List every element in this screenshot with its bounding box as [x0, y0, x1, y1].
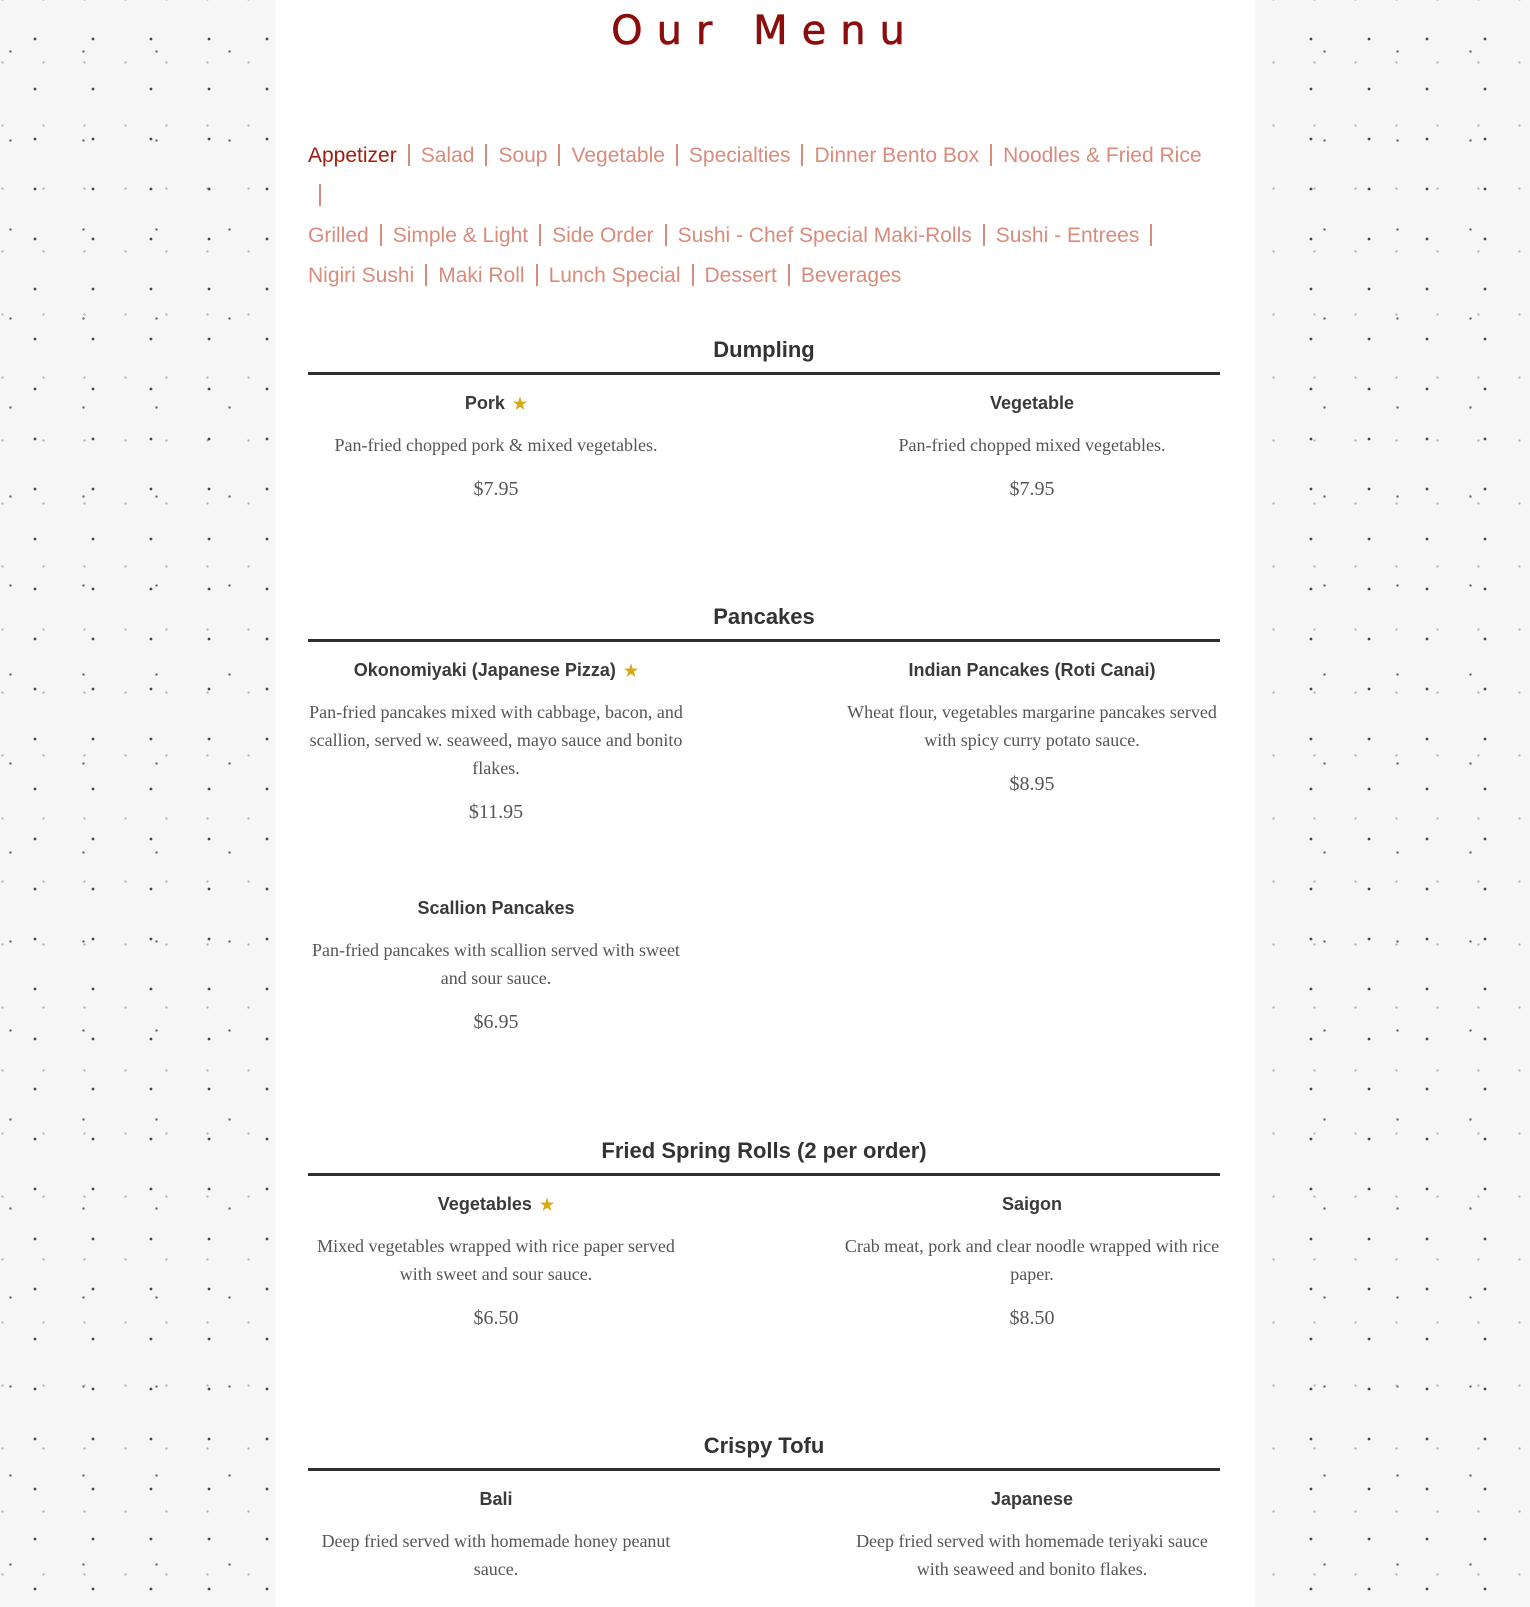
menu-item — [844, 391, 1220, 503]
category-separator — [380, 224, 382, 246]
category-simple-light[interactable]: Simple & Light — [392, 224, 529, 247]
star-icon: ★ — [539, 1197, 555, 1214]
item-description: Pan-fried chopped mixed vegetables. — [898, 435, 1166, 455]
item-price: $6.95 — [473, 1011, 519, 1033]
item-name: Saigon — [1001, 1194, 1062, 1214]
item-name: Pork — [464, 393, 505, 413]
item-name: Vegetables — [437, 1194, 532, 1214]
item-price: $7.95 — [473, 478, 519, 500]
category-separator — [408, 144, 410, 166]
category-separator — [319, 184, 321, 206]
star-icon: ★ — [623, 663, 639, 680]
item-name: Vegetable — [989, 393, 1075, 413]
menu-item — [308, 896, 684, 1036]
item-price: $8.50 — [1009, 1307, 1055, 1329]
item-name: Indian Pancakes (Roti Canai) — [908, 660, 1156, 680]
category-side-order[interactable]: Side Order — [552, 224, 654, 247]
item-description: Mixed vegetables wrapped with rice paper served with sweet and sour sauce. — [317, 1236, 675, 1284]
item-price: $6.50 — [473, 1307, 519, 1329]
category-separator — [692, 264, 694, 286]
category-salad[interactable]: Salad — [420, 144, 475, 167]
item-description: Crab meat, pork and clear noodle wrapped with rice paper. — [844, 1236, 1220, 1284]
category-dinner-bento-box[interactable]: Dinner Bento Box — [814, 144, 980, 167]
category-beverages[interactable]: Beverages — [800, 264, 902, 287]
menu-item — [844, 1192, 1220, 1332]
section-divider — [308, 639, 1220, 642]
item-description: Deep fried served with homemade teriyaki sauce with seaweed and bonito flakes. — [856, 1531, 1208, 1579]
section-title: Crispy Tofu — [703, 1433, 825, 1458]
category-separator — [1150, 224, 1152, 246]
category-separator — [676, 144, 678, 166]
item-name-row — [844, 1487, 1220, 1511]
item-name-row — [844, 658, 1220, 682]
category-nigiri-sushi[interactable]: Nigiri Sushi — [308, 264, 415, 287]
category-grilled[interactable]: Grilled — [308, 224, 369, 247]
item-name-row — [308, 1192, 684, 1216]
section-title: Pancakes — [713, 604, 815, 629]
category-noodles-fried-rice[interactable]: Noodles & Fried Rice — [1003, 144, 1202, 167]
category-nav — [308, 136, 1218, 296]
item-price: $11.95 — [468, 801, 524, 823]
section-fried-spring-rolls — [308, 1133, 1220, 1329]
item-name: Scallion Pancakes — [417, 898, 575, 918]
category-separator — [536, 264, 538, 286]
item-name-row — [308, 896, 684, 920]
section-pancakes — [308, 599, 1220, 1033]
section-divider — [308, 1468, 1220, 1471]
menu-item — [308, 1487, 684, 1583]
section-divider — [308, 372, 1220, 375]
item-name-row — [308, 658, 684, 682]
category-separator — [665, 224, 667, 246]
category-dessert[interactable]: Dessert — [704, 264, 777, 287]
menu-page — [275, 0, 1255, 1607]
item-price: $8.95 — [1009, 773, 1055, 795]
category-separator — [485, 144, 487, 166]
item-price: $7.95 — [1009, 478, 1055, 500]
star-icon: ★ — [512, 396, 528, 413]
item-name-row — [844, 391, 1220, 415]
category-separator — [801, 144, 803, 166]
category-sushi-chef-special[interactable]: Sushi - Chef Special Maki-Rolls — [677, 224, 972, 247]
category-soup[interactable]: Soup — [498, 144, 548, 167]
category-appetizer[interactable]: Appetizer — [308, 144, 397, 167]
item-description: Pan-fried chopped pork & mixed vegetables. — [334, 435, 658, 455]
section-dumpling — [308, 332, 1220, 500]
menu-item — [308, 1192, 684, 1332]
category-separator — [788, 264, 790, 286]
category-sushi-entrees[interactable]: Sushi - Entrees — [995, 224, 1140, 247]
item-description: Wheat flour, vegetables margarine pancakes served with spicy curry potato sauce. — [847, 702, 1217, 750]
section-title: Dumpling — [713, 337, 815, 362]
section-crispy-tofu — [308, 1428, 1220, 1579]
category-separator — [558, 144, 560, 166]
item-description: Pan-fried pancakes mixed with cabbage, bacon, and scallion, served w. seaweed, mayo sauce and bonito flakes. — [309, 702, 683, 778]
item-name-row — [308, 1487, 684, 1511]
category-vegetable[interactable]: Vegetable — [571, 144, 665, 167]
category-separator — [425, 264, 427, 286]
category-separator — [539, 224, 541, 246]
menu-item — [308, 658, 684, 826]
section-title: Fried Spring Rolls (2 per order) — [601, 1138, 927, 1163]
item-name: Okonomiyaki (Japanese Pizza) — [353, 660, 616, 680]
menu-item — [844, 658, 1220, 798]
category-separator — [983, 224, 985, 246]
item-name: Bali — [479, 1489, 513, 1509]
page-title: Our Menu — [611, 8, 919, 54]
category-specialties[interactable]: Specialties — [688, 144, 791, 167]
item-description: Pan-fried pancakes with scallion served with sweet and sour sauce. — [312, 940, 680, 988]
item-name: Japanese — [990, 1489, 1074, 1509]
menu-item — [308, 391, 684, 503]
category-separator — [990, 144, 992, 166]
category-maki-roll[interactable]: Maki Roll — [438, 264, 525, 287]
menu-item — [844, 1487, 1220, 1583]
section-divider — [308, 1173, 1220, 1176]
item-name-row — [308, 391, 684, 415]
item-description: Deep fried served with homemade honey peanut sauce. — [321, 1531, 671, 1579]
item-name-row — [844, 1192, 1220, 1216]
category-lunch-special[interactable]: Lunch Special — [548, 264, 681, 287]
